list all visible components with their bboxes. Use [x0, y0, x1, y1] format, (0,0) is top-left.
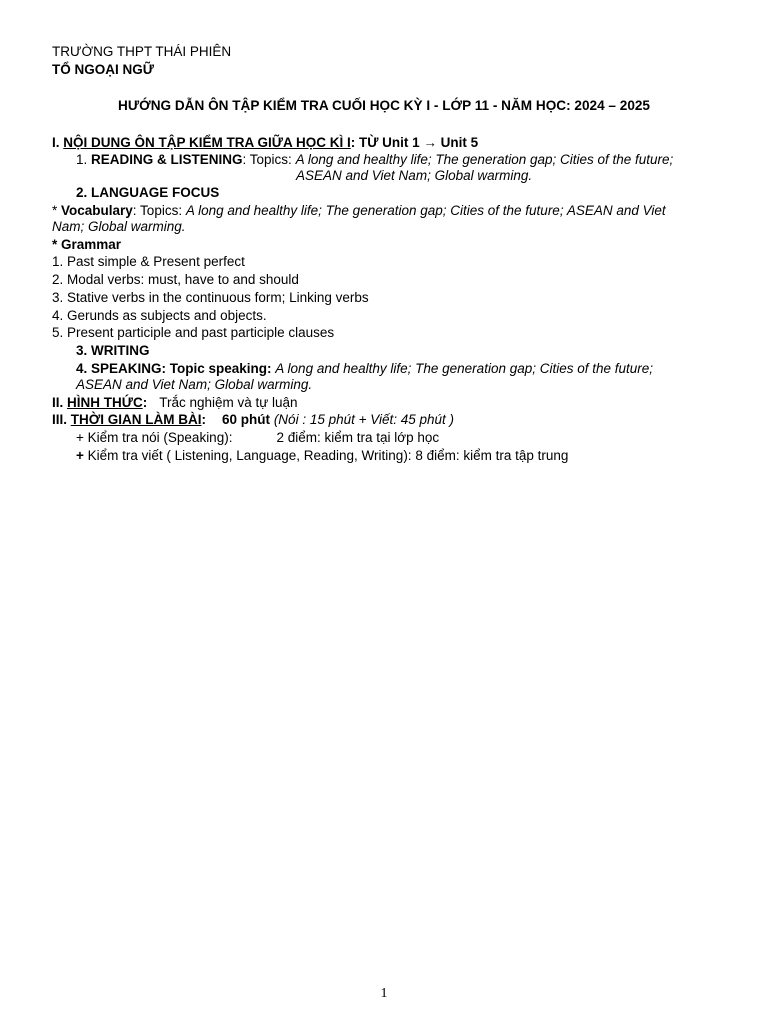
- reading-listening-topics-continued: [296, 167, 532, 184]
- vocabulary-topics-line2: Nam; Global warming.: [52, 219, 186, 234]
- section-3-duration: 60 phút: [222, 412, 271, 427]
- section-1-range: : TỪ Unit 1 → Unit 5: [350, 135, 479, 150]
- department-name: TỔ NGOẠI NGỮ: [52, 62, 154, 77]
- grammar-item: 1. Past simple & Present perfect: [52, 254, 245, 269]
- reading-listening-item: [76, 151, 673, 168]
- speaking-topics-line2: ASEAN and Viet Nam; Global warming.: [76, 377, 313, 392]
- writing-exam-line: [76, 447, 568, 464]
- vocabulary-topics-continued: [52, 218, 186, 235]
- section-2-colon: :: [142, 395, 148, 410]
- section-1-number: I.: [52, 135, 64, 150]
- section-1-heading: [52, 134, 478, 151]
- speaking-item: [76, 360, 653, 377]
- section-3-line: [52, 411, 454, 428]
- reading-listening-label: READING & LISTENING: [91, 152, 243, 167]
- grammar-item: 2. Modal verbs: must, have to and should: [52, 272, 299, 287]
- section-3-title: THỜI GIAN LÀM BÀI: [70, 412, 202, 427]
- school-name: TRƯỜNG THPT THÁI PHIÊN: [52, 44, 232, 59]
- writing-exam-text: Kiểm tra viết ( Listening, Language, Reading, Writing): 8 điểm: kiểm tra tập trung: [83, 448, 569, 463]
- page-number: 1: [380, 986, 388, 1001]
- grammar-item: 5. Present participle and past participle clauses: [52, 325, 335, 340]
- speaking-topics-continued: [76, 376, 312, 393]
- vocabulary-topics: A long and healthy life; The generation gap; Cities of the future; ASEAN and Viet: [185, 203, 666, 218]
- document-title: HƯỚNG DẪN ÔN TẬP KIỂM TRA CUỐI HỌC KỲ I - LỚP 11 - NĂM HỌC: 2024 – 2025: [118, 98, 650, 113]
- speaking-exam-label: + Kiểm tra nói (Speaking):: [76, 430, 233, 445]
- writing-exam-plus: +: [76, 448, 84, 463]
- section-2-number: II.: [52, 395, 68, 410]
- section-1-title: NỘI DUNG ÔN TẬP KIỂM TRA GIỮA HỌC KÌ I: [63, 135, 351, 150]
- reading-listening-topics-line2: ASEAN and Viet Nam; Global warming.: [296, 168, 533, 183]
- grammar-item: 3. Stative verbs in the continuous form; Linking verbs: [52, 290, 369, 305]
- section-3-number: III.: [52, 412, 71, 427]
- speaking-exam-line: [76, 429, 439, 446]
- section-2-line: [52, 394, 298, 411]
- reading-listening-topics: A long and healthy life; The generation gap; Cities of the future;: [295, 152, 674, 167]
- section-3-note: (Nói : 15 phút + Viết: 45 phút ): [273, 412, 455, 427]
- reading-listening-topics-prefix: : Topics:: [242, 152, 296, 167]
- vocabulary-item: [52, 202, 666, 219]
- section-2-title: HÌNH THỨC: [67, 395, 143, 410]
- vocabulary-star: *: [52, 203, 62, 218]
- writing-heading: 3. WRITING: [76, 343, 150, 358]
- vocabulary-topics-prefix: : Topics:: [132, 203, 186, 218]
- speaking-label: 4. SPEAKING: Topic speaking:: [76, 361, 276, 376]
- grammar-item: 4. Gerunds as subjects and objects.: [52, 308, 267, 323]
- grammar-heading: * Grammar: [52, 237, 122, 252]
- speaking-topics: A long and healthy life; The generation gap; Cities of the future;: [275, 361, 654, 376]
- vocabulary-label: Vocabulary: [61, 203, 133, 218]
- language-focus-heading: 2. LANGUAGE FOCUS: [76, 185, 220, 200]
- speaking-exam-value: 2 điểm: kiểm tra tại lớp học: [276, 430, 440, 445]
- section-2-value: Trắc nghiệm và tự luận: [159, 395, 298, 410]
- reading-listening-number: 1.: [76, 152, 92, 167]
- section-3-colon: :: [201, 412, 207, 427]
